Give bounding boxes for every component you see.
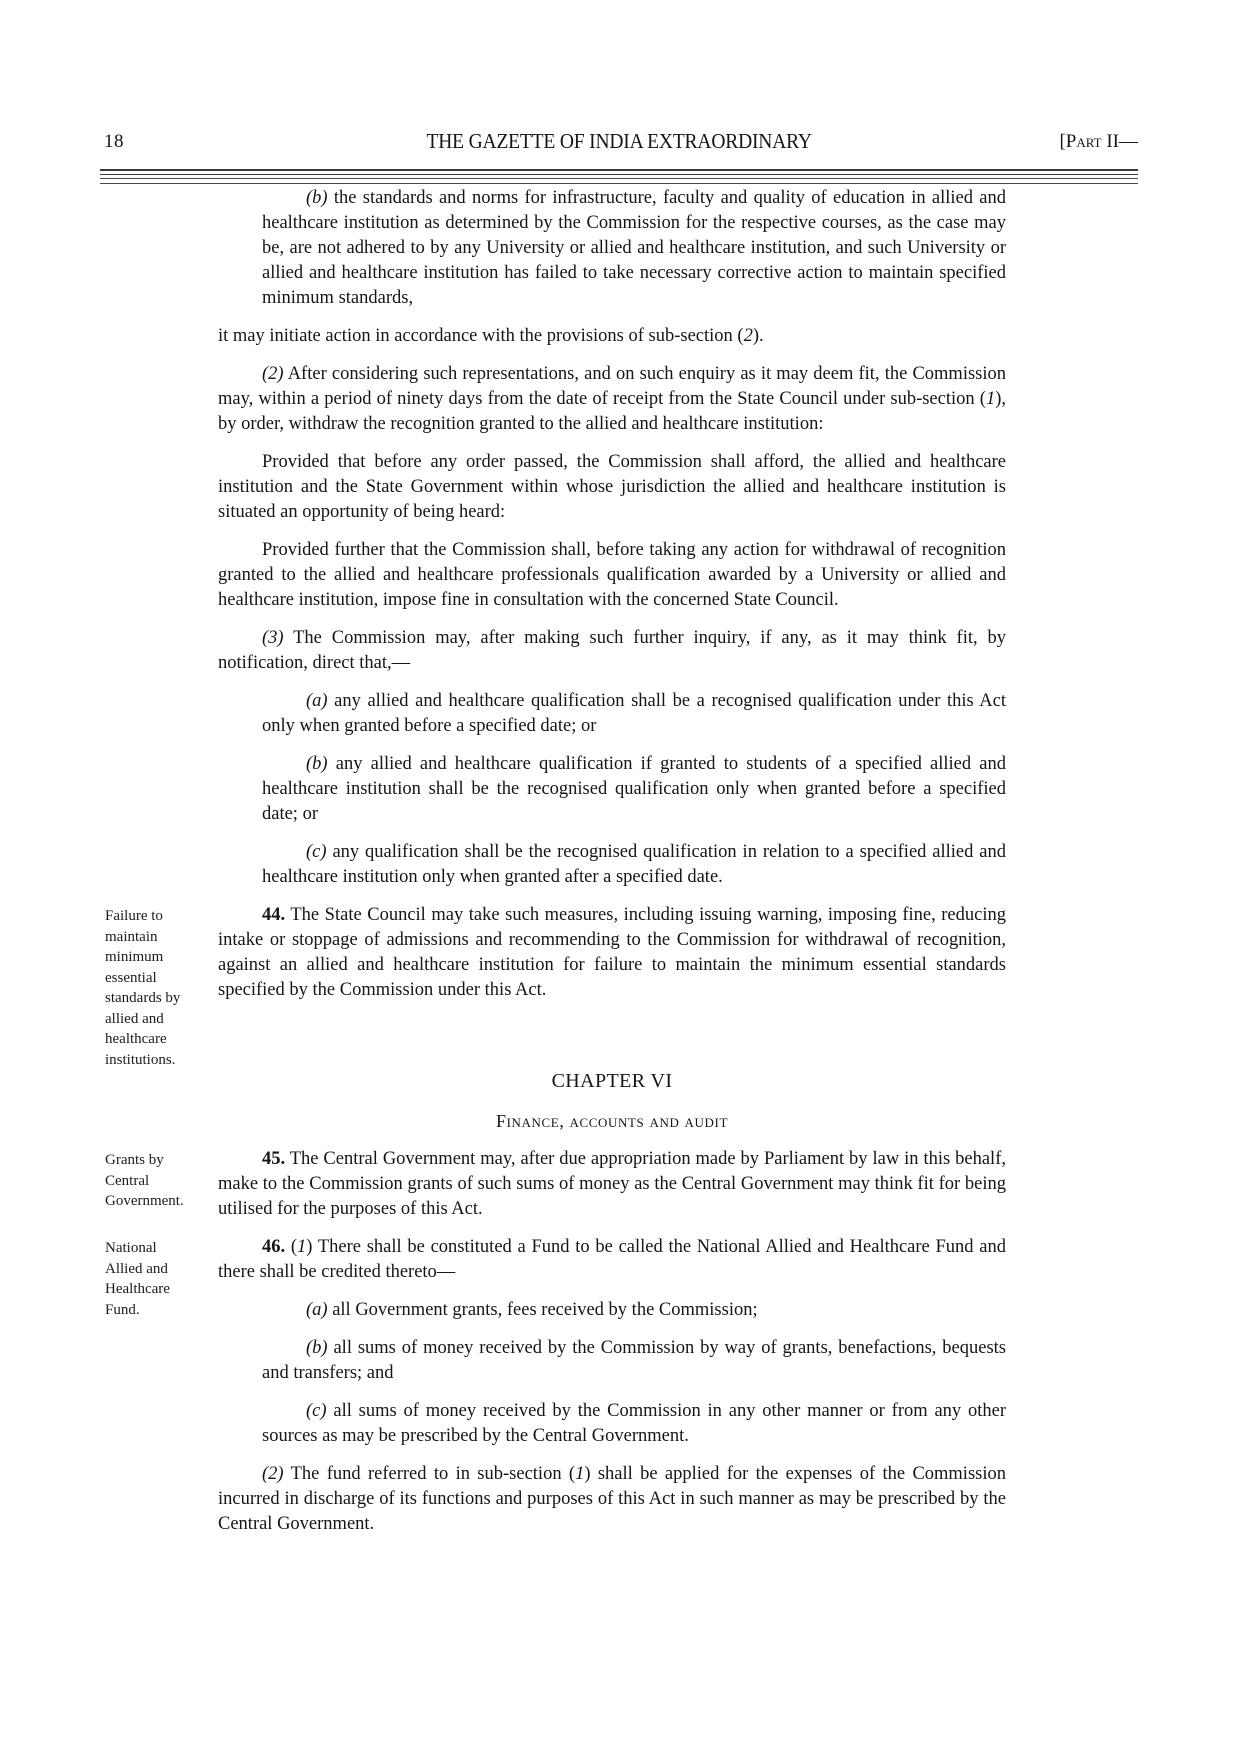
- clause-paragraph: (c) any qualification shall be the recognised qualification in relation to a specified allied and healthcare institution only when granted after a specified date.: [262, 842, 1006, 887]
- chapter-heading: CHAPTER VI: [551, 1070, 673, 1092]
- paragraph: Provided further that the Commission shall, before taking any action for withdrawal of recognition granted to the allied and healthcare professionals qualification awarded by a University or allied and healthcare institution, impose fine in consultation with the concerned State Council.: [218, 540, 1006, 610]
- paragraph: Failure to maintain minimum essential standards by allied and healthcare institutions. 44. The State Council may take such measures, including issuing warning, imposing fine, reducing intake or stoppage of admissions and recommending to the Commission for withdrawal of recognition, against an allied and healthcare institution for failure to maintain the minimum essential standards specified by the Commission under this Act.: [218, 903, 1006, 1003]
- paragraph: National Allied and Healthcare Fund. 46. (1) There shall be constituted a Fund to be called the National Allied and Healthcare Fund and there shall be credited thereto—: [218, 1235, 1006, 1285]
- clause-paragraph: (a) any allied and healthcare qualification shall be a recognised qualification under this Act only when granted before a specified date; or: [262, 691, 1006, 736]
- header-part-label: [Part II—: [1059, 131, 1138, 152]
- clause-paragraph: (b) the standards and norms for infrastructure, faculty and quality of education in allied and healthcare institution as determined by the Commission for the respective courses, as the case may be, are not adhered to by any University or allied and healthcare institution, and such University or allied and healthcare institution has failed to take necessary corrective action to maintain specified minimum standards,: [262, 188, 1006, 308]
- page-number: 18: [104, 131, 124, 152]
- header-rule-top: [100, 169, 1138, 175]
- document-body: [105, 186, 1006, 1537]
- margin-note: National Allied and Healthcare Fund.: [105, 1240, 170, 1318]
- margin-note: Grants by Central Government.: [105, 1152, 184, 1209]
- paragraph: (3) The Commission may, after making such further inquiry, if any, as it may think fit, by notification, direct that,—: [218, 628, 1006, 673]
- continuation-paragraph: it may initiate action in accordance with the provisions of sub-section (2).: [218, 326, 764, 346]
- clause-paragraph: (c) all sums of money received by the Commission in any other manner or from any other sources as may be prescribed by the Central Government.: [262, 1401, 1006, 1446]
- paragraph: (2) The fund referred to in sub-section (1) shall be applied for the expenses of the Commission incurred in discharge of its functions and purposes of this Act in such manner as may be prescribed by the Central Government.: [218, 1464, 1006, 1534]
- margin-note: Failure to maintain minimum essential standards by allied and healthcare institutions.: [105, 908, 181, 1068]
- clause-paragraph: (a) all Government grants, fees received by the Commission;: [306, 1300, 758, 1320]
- clause-paragraph: (b) any allied and healthcare qualification if granted to students of a specified allied and healthcare institution shall be the recognised qualification only when granted before a specified date; or: [262, 754, 1006, 824]
- header-title: THE GAZETTE OF INDIA EXTRAORDINARY: [426, 129, 812, 153]
- paragraph: Grants by Central Government. 45. The Central Government may, after due appropriation made by Parliament by law in this behalf, make to the Commission grants of such sums of money as the Central Government may think fit for being utilised for the purposes of this Act.: [105, 1149, 1006, 1219]
- paragraph: (2) After considering such representations, and on such enquiry as it may deem fit, the Commission may, within a period of ninety days from the date of receipt from the State Council under sub-section (1), by order, withdraw the recognition granted to the allied and healthcare institution:: [218, 364, 1006, 434]
- clause-paragraph: (b) all sums of money received by the Commission by way of grants, benefactions, bequests and transfers; and: [262, 1338, 1006, 1383]
- paragraph: Provided that before any order passed, the Commission shall afford, the allied and healthcare institution and the State Government within whose jurisdiction the allied and healthcare institution is situated an opportunity of being heard:: [218, 452, 1006, 522]
- page-header: [100, 129, 1138, 157]
- section-subject-heading: Finance, accounts and audit: [496, 1111, 728, 1131]
- header-rule-bottom: [100, 178, 1138, 184]
